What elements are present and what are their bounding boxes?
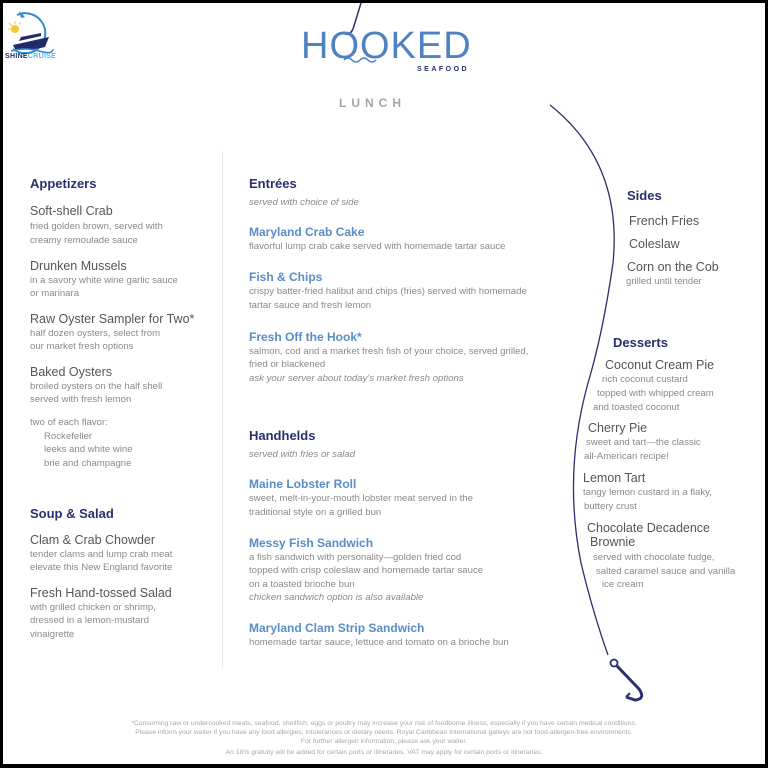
- section-heading-desserts: Desserts: [613, 335, 668, 350]
- footer-gratuity: An 18% gratuity will be added for certain ports or itineraries. VAT may apply for certain ports or itineraries.: [225, 749, 543, 756]
- menu-item-desc: half dozen oysters, select from: [30, 328, 161, 339]
- menu-item-desc: all-American recipe!: [584, 451, 669, 462]
- menu-item-desc: served with fresh lemon: [30, 394, 132, 405]
- menu-item-name: French Fries: [629, 214, 700, 228]
- flavors-label: two of each flavor:: [30, 417, 108, 428]
- menu-item-name: Fresh Off the Hook*: [249, 330, 362, 344]
- menu-item-desc: elevate this New England favorite: [30, 562, 173, 573]
- menu-item-name-cont: Brownie: [590, 535, 636, 549]
- menu-item-desc: topped with whipped cream: [597, 388, 714, 399]
- menu-item-desc: a fish sandwich with personality—golden fried cod: [249, 552, 462, 563]
- menu-item-name: Raw Oyster Sampler for Two*: [30, 312, 195, 326]
- menu-item-name: Corn on the Cob: [627, 260, 719, 274]
- section-heading-appetizers: Appetizers: [30, 176, 97, 191]
- menu-item-name: Lemon Tart: [583, 471, 646, 485]
- menu-item-note: ask your server about today's market fresh options: [249, 373, 464, 384]
- menu-item-name: Chocolate Decadence: [587, 521, 710, 535]
- menu-item-name: Maine Lobster Roll: [249, 477, 357, 491]
- wave-icon: [343, 56, 377, 64]
- menu-item-desc: salted caramel sauce and vanilla: [596, 566, 736, 577]
- menu-item-desc: our market fresh options: [30, 341, 134, 352]
- menu-item-name: Coleslaw: [629, 237, 680, 251]
- menu-item-desc: buttery crust: [584, 501, 637, 512]
- menu-item-desc: traditional style on a grilled bun: [249, 507, 382, 518]
- menu-item-desc: grilled until tender: [626, 276, 702, 287]
- section-heading-soup-salad: Soup & Salad: [30, 506, 114, 521]
- flavor-item: brie and champagne: [44, 458, 132, 469]
- menu-item-name: Clam & Crab Chowder: [30, 533, 156, 547]
- menu-item-desc: dressed in a lemon-mustard: [30, 615, 149, 626]
- menu-item-name: Maryland Crab Cake: [249, 225, 365, 239]
- meal-title: LUNCH: [339, 96, 406, 110]
- menu-item-desc: tartar sauce and fresh lemon: [249, 300, 372, 311]
- menu-item-name: Baked Oysters: [30, 365, 112, 379]
- restaurant-subtitle: SEAFOOD: [417, 66, 470, 73]
- footer-disclaimer: *Consuming raw or undercooked meats, seafood, shellfish, eggs or poultry may increase your risk of foodborne illness, especially if you have certain medical conditions.: [131, 720, 637, 727]
- menu-page: [3, 3, 765, 764]
- menu-item-desc: tender clams and lump crab meat: [30, 549, 173, 560]
- section-subtitle: served with choice of side: [249, 197, 359, 208]
- menu-item-desc: in a savory white wine garlic sauce: [30, 275, 178, 286]
- menu-item-desc: sweet, melt-in-your-mouth lobster meat served in the: [249, 493, 473, 504]
- menu-item-name: Maryland Clam Strip Sandwich: [249, 621, 425, 635]
- menu-item-desc: with grilled chicken or shrimp,: [30, 602, 156, 613]
- menu-item-name: Cherry Pie: [588, 421, 648, 435]
- menu-item-desc: and toasted coconut: [593, 402, 680, 413]
- menu-item-desc: tangy lemon custard in a flaky,: [583, 487, 712, 498]
- section-heading-handhelds: Handhelds: [249, 428, 316, 443]
- menu-item-desc: sweet and tart—the classic: [586, 437, 701, 448]
- menu-item-desc: salmon, cod and a market fresh fish of your choice, served grilled,: [249, 346, 529, 357]
- menu-item-desc: crispy batter-fried halibut and chips (fries) served with homemade: [249, 286, 527, 297]
- menu-item-desc: rich coconut custard: [602, 374, 688, 385]
- menu-item-name: Fish & Chips: [249, 270, 323, 284]
- menu-item-name: Messy Fish Sandwich: [249, 536, 374, 550]
- menu-item-name: Fresh Hand-tossed Salad: [30, 586, 172, 600]
- column-divider: [222, 151, 223, 668]
- restaurant-logo: HOOKED: [301, 25, 472, 67]
- menu-item-desc: vinaigrette: [30, 629, 75, 640]
- menu-item-desc: fried golden brown, served with: [30, 221, 163, 232]
- flavor-item: leeks and white wine: [44, 444, 133, 455]
- menu-item-desc: served with chocolate fudge,: [593, 552, 715, 563]
- menu-item-desc: creamy remoulade sauce: [30, 235, 138, 246]
- footer-disclaimer: Please inform your waiter if you have any food allergies, intolerances or dietary needs. Royal Caribbean International galleys are not food-allergen-free environments.: [135, 729, 633, 736]
- menu-item-desc: ice cream: [602, 579, 644, 590]
- menu-item-desc: homemade tartar sauce, lettuce and tomato on a brioche bun: [249, 637, 509, 648]
- menu-item-desc: topped with crisp coleslaw and homemade tartar sauce: [249, 565, 484, 576]
- menu-item-desc: on a toasted brioche bun: [249, 579, 355, 590]
- menu-item-name: Drunken Mussels: [30, 259, 127, 273]
- menu-item-desc: fried or blackened: [249, 359, 326, 370]
- section-heading-entrees: Entrées: [249, 176, 297, 191]
- flavor-item: Rockefeller: [44, 431, 92, 442]
- section-heading-sides: Sides: [627, 188, 662, 203]
- menu-item-desc: flavorful lump crab cake served with homemade tartar sauce: [249, 241, 506, 252]
- cruise-logo-text: SHINECRUISE: [5, 53, 57, 60]
- menu-item-name: Soft-shell Crab: [30, 204, 113, 218]
- menu-item-note: chicken sandwich option is also available: [249, 592, 424, 603]
- menu-item-name: Coconut Cream Pie: [605, 358, 715, 372]
- menu-item-desc: broiled oysters on the half shell: [30, 381, 163, 392]
- section-subtitle: served with fries or salad: [249, 449, 356, 460]
- menu-item-desc: or marinara: [30, 288, 80, 299]
- footer-disclaimer: For further allergen information, please ask your waiter.: [300, 738, 468, 745]
